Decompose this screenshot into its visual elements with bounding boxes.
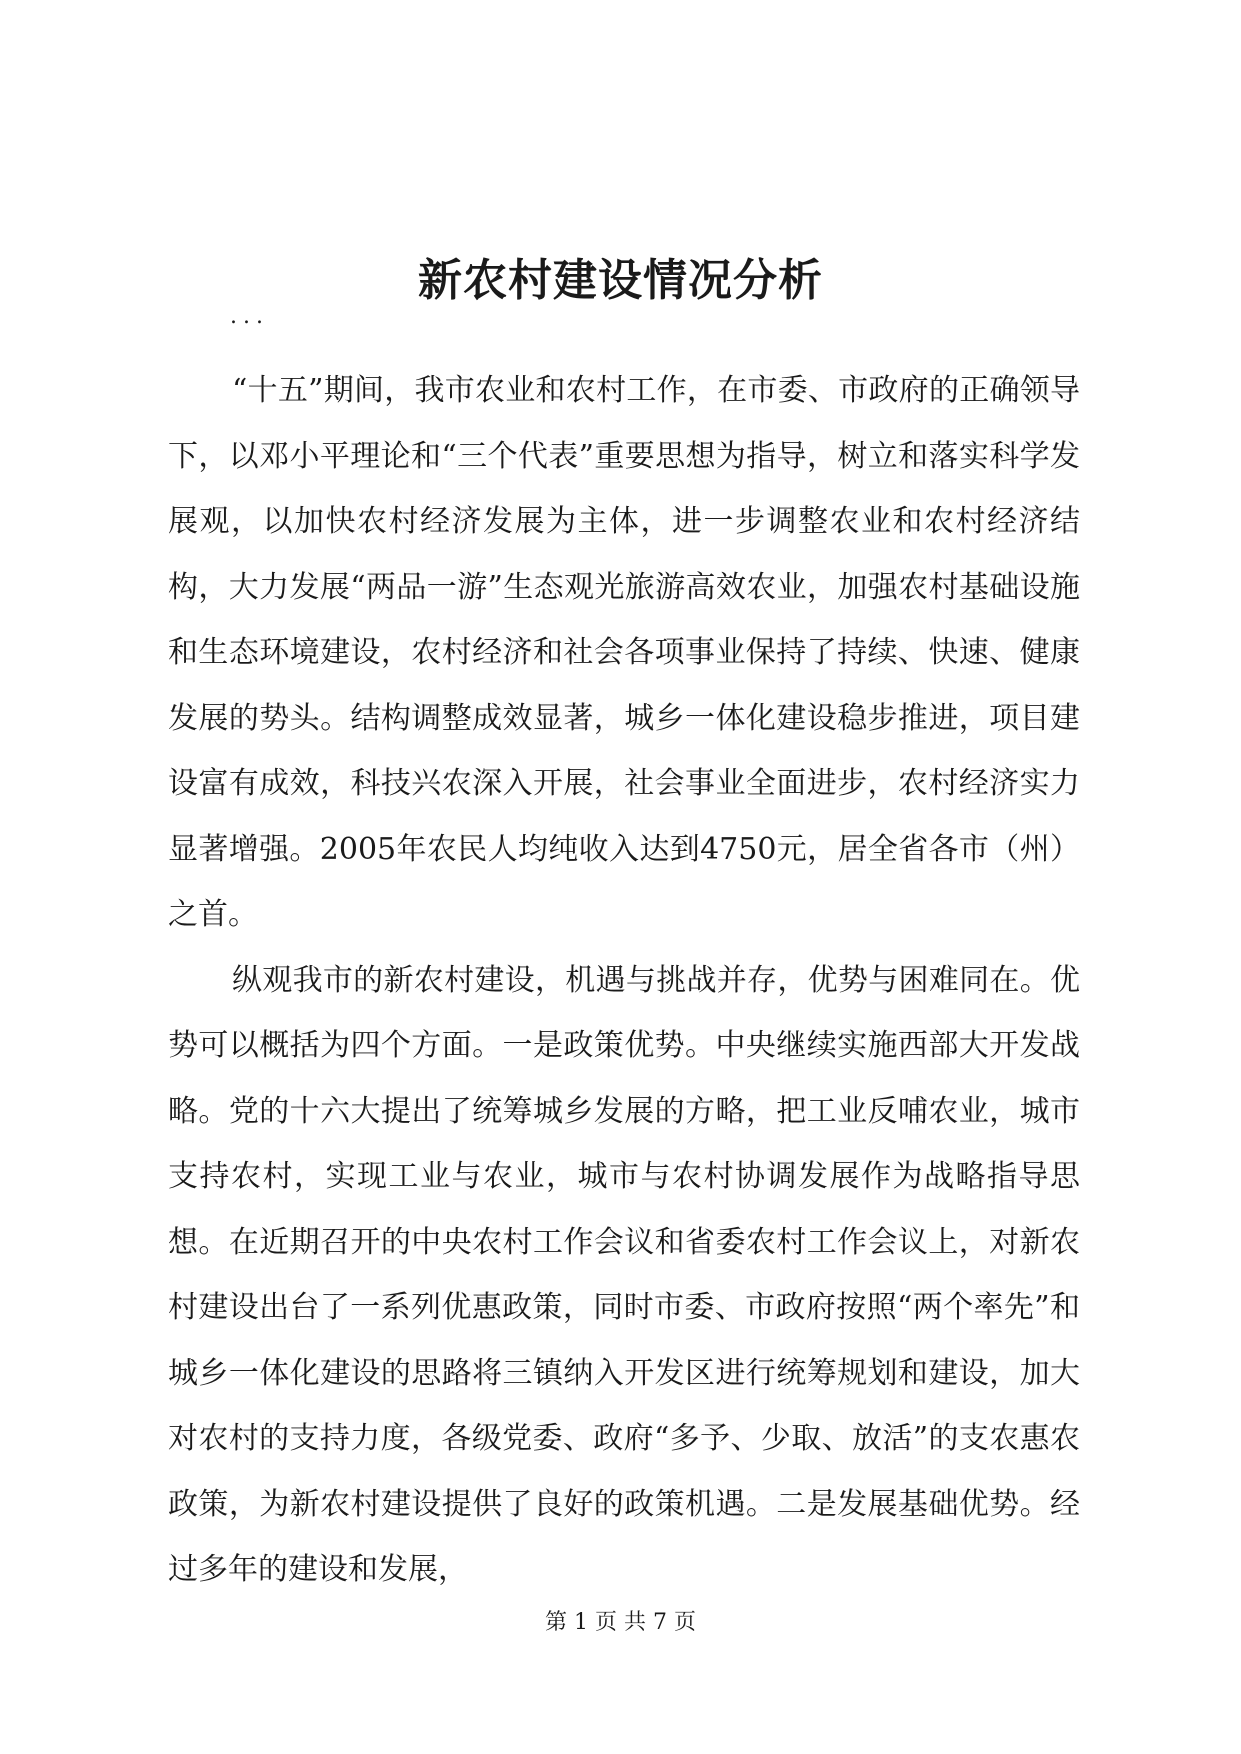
page-number-footer: 第 1 页 共 7 页	[545, 1610, 696, 1635]
paragraph-1: “十五”期间，我市农业和农村工作，在市委、市政府的正确领导下，以邓小平理论和“三个代表”重要思想为指导，树立和落实科学发展观，以加快农村经济发展为主体，进一步调整农业和农村经济结构，大力发展“两品一游”生态观光旅游高效农业，加强农村基础设施和生态环境建设，农村经济和社会各项事业保持了持续、快速、健康发展的势头。结构调整成效显著，城乡一体化建设稳步推进，项目建设富有成效，科技兴农深入开展，社会事业全面进步，农村经济实力显著增强。2005年农民人均纯收入达到4750元，居全省各市（州）之首。	[168, 373, 1080, 932]
ellipsis-marker: ...	[230, 304, 269, 329]
document-body	[168, 358, 1080, 1603]
document-title: 新农村建设情况分析	[418, 255, 823, 307]
paragraph-2: 纵观我市的新农村建设，机遇与挑战并存，优势与困难同在。优势可以概括为四个方面。一是政策优势。中央继续实施西部大开发战略。党的十六大提出了统筹城乡发展的方略，把工业反哺农业，城市支持农村，实现工业与农业，城市与农村协调发展作为战略指导思想。在近期召开的中央农村工作会议和省委农村工作会议上，对新农村建设出台了一系列优惠政策，同时市委、市政府按照“两个率先”和城乡一体化建设的思路将三镇纳入开发区进行统筹规划和建设，加大对农村的支持力度，各级党委、政府“多予、少取、放活”的支农惠农政策，为新农村建设提供了良好的政策机遇。二是发展基础优势。经过多年的建设和发展，	[168, 962, 1080, 1587]
